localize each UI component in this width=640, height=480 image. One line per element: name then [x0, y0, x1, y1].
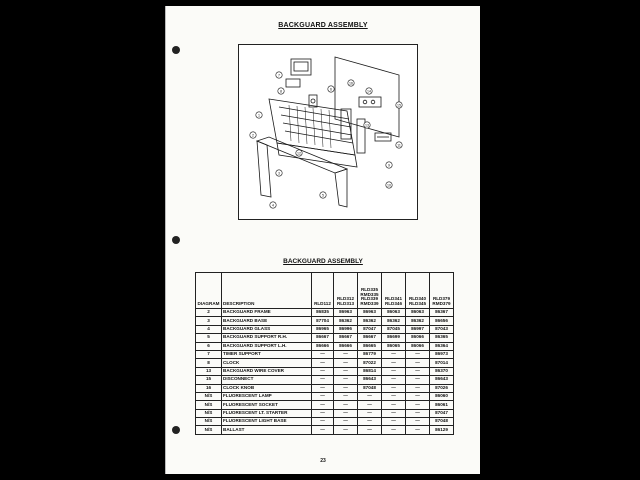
description-cell: BACKGUARD GLASS	[222, 325, 312, 333]
part-number-cell: 86667	[334, 334, 358, 342]
catalog-page	[165, 6, 480, 474]
description-cell: BACKGUARD SUPPORT R.H.	[222, 334, 312, 342]
table-row	[196, 309, 454, 317]
diagram-ref-cell: 7	[196, 350, 222, 358]
backguard-base-strip	[277, 143, 357, 167]
part-number-cell: —	[312, 384, 334, 392]
part-number-cell: —	[358, 401, 382, 409]
callout-bubble	[348, 80, 354, 86]
part-number-cell: —	[334, 384, 358, 392]
part-number-cell: 87026	[430, 384, 454, 392]
part-number-cell: —	[358, 426, 382, 434]
description-cell: BACKGUARD FRAME	[222, 309, 312, 317]
part-number-cell: —	[382, 426, 406, 434]
diagram-ref-cell: 8	[196, 359, 222, 367]
diagram-ref-cell: 16	[196, 384, 222, 392]
diagram-ref-cell: N/S	[196, 401, 222, 409]
part-number-cell: 87048	[358, 384, 382, 392]
part-number-cell: —	[334, 367, 358, 375]
diagram-ref-cell: 3	[196, 317, 222, 325]
part-number-cell: 86066	[406, 342, 430, 350]
clock-face	[294, 62, 308, 71]
part-number-cell: 86370	[430, 367, 454, 375]
callout-bubble	[364, 122, 370, 128]
description-cell: DISCONNECT	[222, 376, 312, 384]
diagram-ref-cell: 15	[196, 376, 222, 384]
diagram-ref-cell: 2	[196, 309, 222, 317]
diagram-ref-cell: N/S	[196, 392, 222, 400]
table-row	[196, 359, 454, 367]
callout-number: 16	[349, 81, 353, 86]
binder-hole	[172, 236, 180, 244]
part-number-cell: 86963	[358, 309, 382, 317]
table-row	[196, 409, 454, 417]
part-number-cell: —	[334, 376, 358, 384]
description-cell: BACKGUARD WIRE COVER	[222, 367, 312, 375]
part-number-cell: —	[358, 409, 382, 417]
callout-bubble	[276, 170, 282, 176]
part-number-cell: —	[382, 359, 406, 367]
part-number-cell: 86362	[382, 317, 406, 325]
part-number-cell: 86666	[334, 342, 358, 350]
part-number-cell: —	[312, 392, 334, 400]
description-cell: FLUORESCENT SOCKET	[222, 401, 312, 409]
part-number-cell: —	[334, 401, 358, 409]
part-number-cell: 87047	[358, 325, 382, 333]
parts-table	[195, 272, 454, 435]
column-header: RLD312 RLD313	[334, 273, 358, 309]
part-number-cell: 86666	[312, 342, 334, 350]
timer-support	[286, 79, 300, 87]
table-row	[196, 426, 454, 434]
part-number-cell: 86699	[382, 334, 406, 342]
part-number-cell: 86362	[406, 317, 430, 325]
table-row	[196, 392, 454, 400]
column-header: RLD112	[312, 273, 334, 309]
part-number-cell: —	[406, 426, 430, 434]
part-number-cell: —	[334, 392, 358, 400]
part-number-cell: 86365	[430, 334, 454, 342]
callout-number: 9	[388, 163, 390, 168]
part-number-cell: 86362	[334, 317, 358, 325]
part-number-cell: —	[382, 367, 406, 375]
part-number-cell: 86965	[312, 325, 334, 333]
part-number-cell: 87704	[312, 317, 334, 325]
description-cell: BALLAST	[222, 426, 312, 434]
part-number-cell: —	[358, 418, 382, 426]
column-header: DESCRIPTION	[222, 273, 312, 309]
callout-bubble	[386, 182, 392, 188]
part-number-cell: 86814	[358, 367, 382, 375]
part-number-cell: —	[382, 409, 406, 417]
diagram-ref-cell: 4	[196, 325, 222, 333]
part-number-cell: 86643	[358, 376, 382, 384]
part-number-cell: —	[382, 418, 406, 426]
table-row	[196, 342, 454, 350]
diagram-ref-cell: N/S	[196, 418, 222, 426]
part-number-cell: —	[406, 367, 430, 375]
callout-number: 1	[258, 113, 260, 118]
callout-number: 14	[367, 89, 371, 94]
part-number-cell: 86364	[430, 342, 454, 350]
callout-number: 5	[322, 193, 324, 198]
part-number-cell: 86061	[430, 401, 454, 409]
callout-number: 13	[365, 123, 369, 128]
description-cell: CLOCK KNOB	[222, 384, 312, 392]
diagram-ref-cell: 13	[196, 367, 222, 375]
part-number-cell: 86367	[430, 309, 454, 317]
part-number-cell: —	[382, 401, 406, 409]
part-number-cell: 86665	[358, 342, 382, 350]
part-number-cell: 86065	[382, 342, 406, 350]
part-number-cell: 86066	[406, 334, 430, 342]
column-header: RLD379 RMD379	[430, 273, 454, 309]
part-number-cell: 87048	[430, 418, 454, 426]
callout-number: 15	[397, 103, 401, 108]
page-number: 23	[320, 458, 326, 464]
part-number-cell: —	[312, 376, 334, 384]
page-title: BACKGUARD ASSEMBLY	[278, 22, 368, 29]
part-number-cell: —	[406, 401, 430, 409]
table-row	[196, 401, 454, 409]
exploded-diagram-drawing	[239, 45, 417, 219]
callout-bubble	[296, 150, 302, 156]
table-row	[196, 317, 454, 325]
part-number-cell: 86997	[406, 325, 430, 333]
table-row	[196, 350, 454, 358]
table-header-row	[196, 273, 454, 309]
part-number-cell: 86063	[382, 309, 406, 317]
table-title: BACKGUARD ASSEMBLY	[283, 258, 363, 265]
callout-bubble	[386, 162, 392, 168]
part-number-cell: —	[406, 409, 430, 417]
part-number-cell: —	[312, 409, 334, 417]
part-number-cell: 86129	[430, 426, 454, 434]
part-number-cell: 86667	[312, 334, 334, 342]
part-number-cell: 87014	[430, 359, 454, 367]
description-cell: BACKGUARD BASE	[222, 317, 312, 325]
description-cell: FLUORESCENT LAMP	[222, 392, 312, 400]
callout-bubble	[328, 86, 334, 92]
diagram-ref-cell: N/S	[196, 426, 222, 434]
table-row	[196, 367, 454, 375]
part-number-cell: —	[312, 418, 334, 426]
part-number-cell: —	[312, 426, 334, 434]
part-number-cell: —	[358, 392, 382, 400]
part-number-cell: 87022	[358, 359, 382, 367]
part-number-cell: —	[406, 418, 430, 426]
diagram-ref-cell: 5	[196, 334, 222, 342]
part-number-cell: —	[334, 426, 358, 434]
description-cell: TIMER SUPPORT	[222, 350, 312, 358]
part-number-cell: —	[312, 367, 334, 375]
callout-bubble	[396, 102, 402, 108]
part-number-cell: 86060	[430, 392, 454, 400]
diagram-ref-cell: 6	[196, 342, 222, 350]
callout-bubble	[250, 132, 256, 138]
part-number-cell: —	[334, 418, 358, 426]
callout-number: 11	[397, 143, 401, 148]
part-number-cell: 86973	[430, 350, 454, 358]
part-number-cell: —	[312, 350, 334, 358]
part-number-cell: 86362	[358, 317, 382, 325]
part-number-cell: 86667	[358, 334, 382, 342]
callout-bubble	[256, 112, 262, 118]
part-number-cell: 86779	[358, 350, 382, 358]
part-number-cell: —	[334, 350, 358, 358]
column-header: RLD341 RLD346	[382, 273, 406, 309]
callout-number: 6	[330, 87, 332, 92]
part-number-cell: —	[406, 376, 430, 384]
callout-bubble	[396, 142, 402, 148]
binder-hole	[172, 426, 180, 434]
part-number-cell: —	[312, 359, 334, 367]
part-number-cell: —	[406, 350, 430, 358]
part-number-cell: —	[406, 384, 430, 392]
part-number-cell: —	[406, 392, 430, 400]
description-cell: BACKGUARD SUPPORT L.H.	[222, 342, 312, 350]
part-number-cell: —	[406, 359, 430, 367]
part-number-cell: —	[312, 401, 334, 409]
part-number-cell: 86835	[312, 309, 334, 317]
part-number-cell: —	[382, 376, 406, 384]
part-number-cell: 86996	[334, 325, 358, 333]
callout-number: 12	[297, 151, 301, 156]
part-number-cell: 87043	[430, 325, 454, 333]
exploded-diagram	[238, 44, 418, 220]
callout-number: 2	[252, 133, 254, 138]
part-number-cell: —	[382, 392, 406, 400]
table-row	[196, 325, 454, 333]
part-number-cell: —	[382, 350, 406, 358]
binder-hole	[172, 46, 180, 54]
part-number-cell: —	[334, 359, 358, 367]
description-cell: CLOCK	[222, 359, 312, 367]
part-number-cell: 86643	[430, 376, 454, 384]
description-cell: FLUORESCENT LIGHT BASE	[222, 418, 312, 426]
part-number-cell: —	[334, 409, 358, 417]
diagram-ref-cell: N/S	[196, 409, 222, 417]
part-number-cell: —	[382, 384, 406, 392]
table-row	[196, 376, 454, 384]
part-number-cell: 87047	[430, 409, 454, 417]
column-header: RLD335 RMD335 RLD339 RMD339	[358, 273, 382, 309]
table-row	[196, 334, 454, 342]
callout-number: 8	[280, 89, 282, 94]
table-row	[196, 384, 454, 392]
part-number-cell: 86656	[430, 317, 454, 325]
part-number-cell: 86063	[406, 309, 430, 317]
callout-bubble	[320, 192, 326, 198]
part-number-cell: 87045	[382, 325, 406, 333]
part-number-cell: 86963	[334, 309, 358, 317]
callout-bubble	[278, 88, 284, 94]
callout-number: 10	[387, 183, 391, 188]
column-header: RLD340 RLD345	[406, 273, 430, 309]
table-row	[196, 418, 454, 426]
callout-bubble	[270, 202, 276, 208]
callout-number: 4	[272, 203, 274, 208]
callout-number: 7	[278, 73, 280, 78]
callout-bubble	[366, 88, 372, 94]
callout-number: 3	[278, 171, 280, 176]
column-header: DIAGRAM	[196, 273, 222, 309]
description-cell: FLUORESCENT LT. STARTER	[222, 409, 312, 417]
callout-bubble	[276, 72, 282, 78]
backguard-frame	[257, 137, 347, 176]
